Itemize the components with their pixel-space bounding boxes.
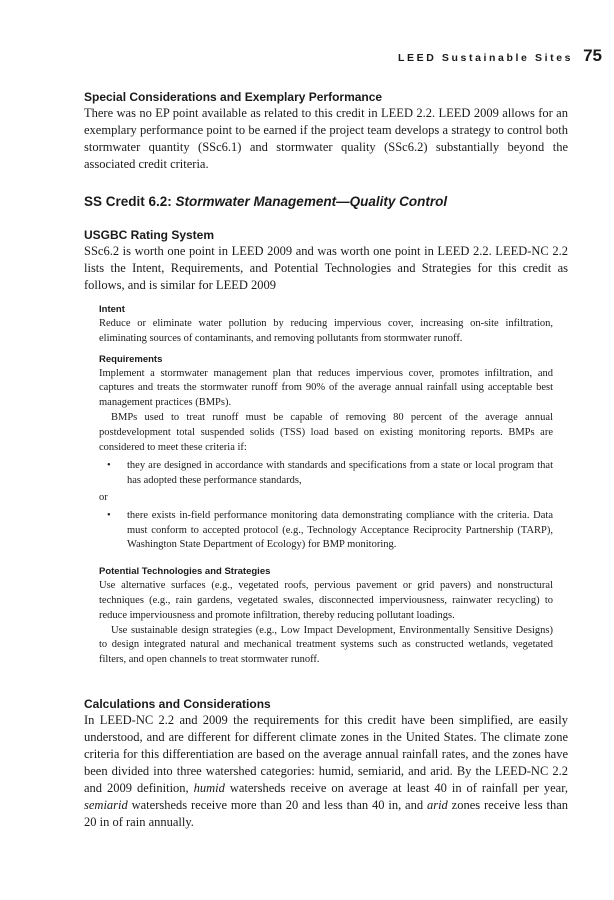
calc-text-part: watersheds receive on average at least 40 in of rainfall per year, <box>224 780 569 795</box>
special-considerations-text: There was no EP point available as related to this credit in LEED 2.2. LEED 2009 allows for an exemplary performance point to be earned if the project team develops a strategy to control both stormwater quantity (SSc6.1) and stormwater quality (SSc6.2) substantially beyond the associated credit criteria. <box>84 106 568 171</box>
term-arid: arid <box>426 797 448 812</box>
intent-label: Intent <box>99 304 125 315</box>
calc-text-part: zones receive less than 20 in of rain annually. <box>84 797 568 829</box>
or-connector: or <box>99 491 108 503</box>
credit-title <box>84 193 568 211</box>
requirements-label: Requirements <box>99 353 163 365</box>
credit-title-prefix: SS Credit 6.2: <box>84 194 176 209</box>
requirements-list-2 <box>99 509 553 553</box>
potential-technologies-paragraph-1: Use alternative surfaces (e.g., vegetated roofs, pervious pavement or grid pavers) and nonstructural techniques (e.g., rain gardens, vegetated swales, disconnected imperviousness, rainwater recycling) to reduce imperviousness and promote infiltration, thereby reducing pollutant loadings. <box>99 580 553 621</box>
list-item-text: there exists in-field performance monitoring data demonstrating compliance with the criteria. Data must conform to accepted protocol (e.g., Technology Acceptance Reciprocity Partnership (TARP), Washington State Department of Ecology) for BMP monitoring. <box>127 509 553 551</box>
list-item-text: they are designed in accordance with standards and specifications from a state or local program that has adopted these performance standards, <box>127 460 553 487</box>
calc-text-part: watersheds receive more than 20 and less than 40 in, and <box>127 797 427 812</box>
list-item <box>99 459 553 489</box>
running-header <box>398 46 602 66</box>
requirements-paragraph-1: Implement a stormwater management plan that reduces impervious cover, promotes infiltration, and captures and treats the stormwater runoff from 90% of the average annual rainfall using acceptable best management practices (BMPs). <box>99 367 553 409</box>
calc-text-part: In LEED-NC 2.2 and 2009 the requirements for this credit have been simplified, are easily understood, and are different for different climate zones in the United States. The climate zone criteria for this differentiation are based on the average annual rainfall rates, and the zones have been divided into three watershed categories: humid, semiarid, and arid. By the LEED-NC 2.2 and 2009 definition, <box>84 712 568 795</box>
calculations-heading: Calculations and Considerations <box>84 696 271 711</box>
requirements-paragraph-2: BMPs used to treat runoff must be capable of removing 80 percent of the average annual postdevelopment total suspended solids (TSS) load based on existing monitoring reports. BMPs are considered to meet these criteria if: <box>99 411 553 453</box>
intent-text: Reduce or eliminate water pollution by reducing impervious cover, increasing on-site infiltration, eliminating sources of contaminants, and removing pollutants from stormwater runoff. <box>99 318 553 344</box>
potential-technologies-label: Potential Technologies and Strategies <box>99 566 271 578</box>
bullet-icon: • <box>107 509 111 521</box>
credit-title-emphasis: Stormwater Management—Quality Control <box>175 194 448 209</box>
running-title: LEED Sustainable Sites <box>398 52 574 64</box>
rating-system-text: SSc6.2 is worth one point in LEED 2009 and was worth one point in LEED 2.2. LEED-NC 2.2 lists the Intent, Requirements, and Potential Technologies and Strategies for this credit as follows, and is similar for LEED 2009 <box>84 244 568 292</box>
rating-system-heading: USGBC Rating System <box>84 228 215 242</box>
calculations-text <box>84 712 568 831</box>
page-number: 75 <box>583 46 602 65</box>
page-content <box>84 89 568 831</box>
leed-excerpt <box>99 303 553 668</box>
potential-technologies-paragraph-2: Use sustainable design strategies (e.g., Low Impact Development, Environmentally Sensitive Designs) to design integrated natural and mechanical treatment systems such as constructed wetlands, vegetated filters, and open channels to treat stormwater runoff. <box>99 624 553 666</box>
term-semiarid: semiarid <box>84 797 128 812</box>
bullet-icon: • <box>107 460 111 472</box>
requirements-list <box>99 459 553 489</box>
list-item <box>99 509 553 553</box>
term-humid: humid <box>193 780 225 795</box>
special-considerations-heading: Special Considerations and Exemplary Performance <box>84 90 383 104</box>
